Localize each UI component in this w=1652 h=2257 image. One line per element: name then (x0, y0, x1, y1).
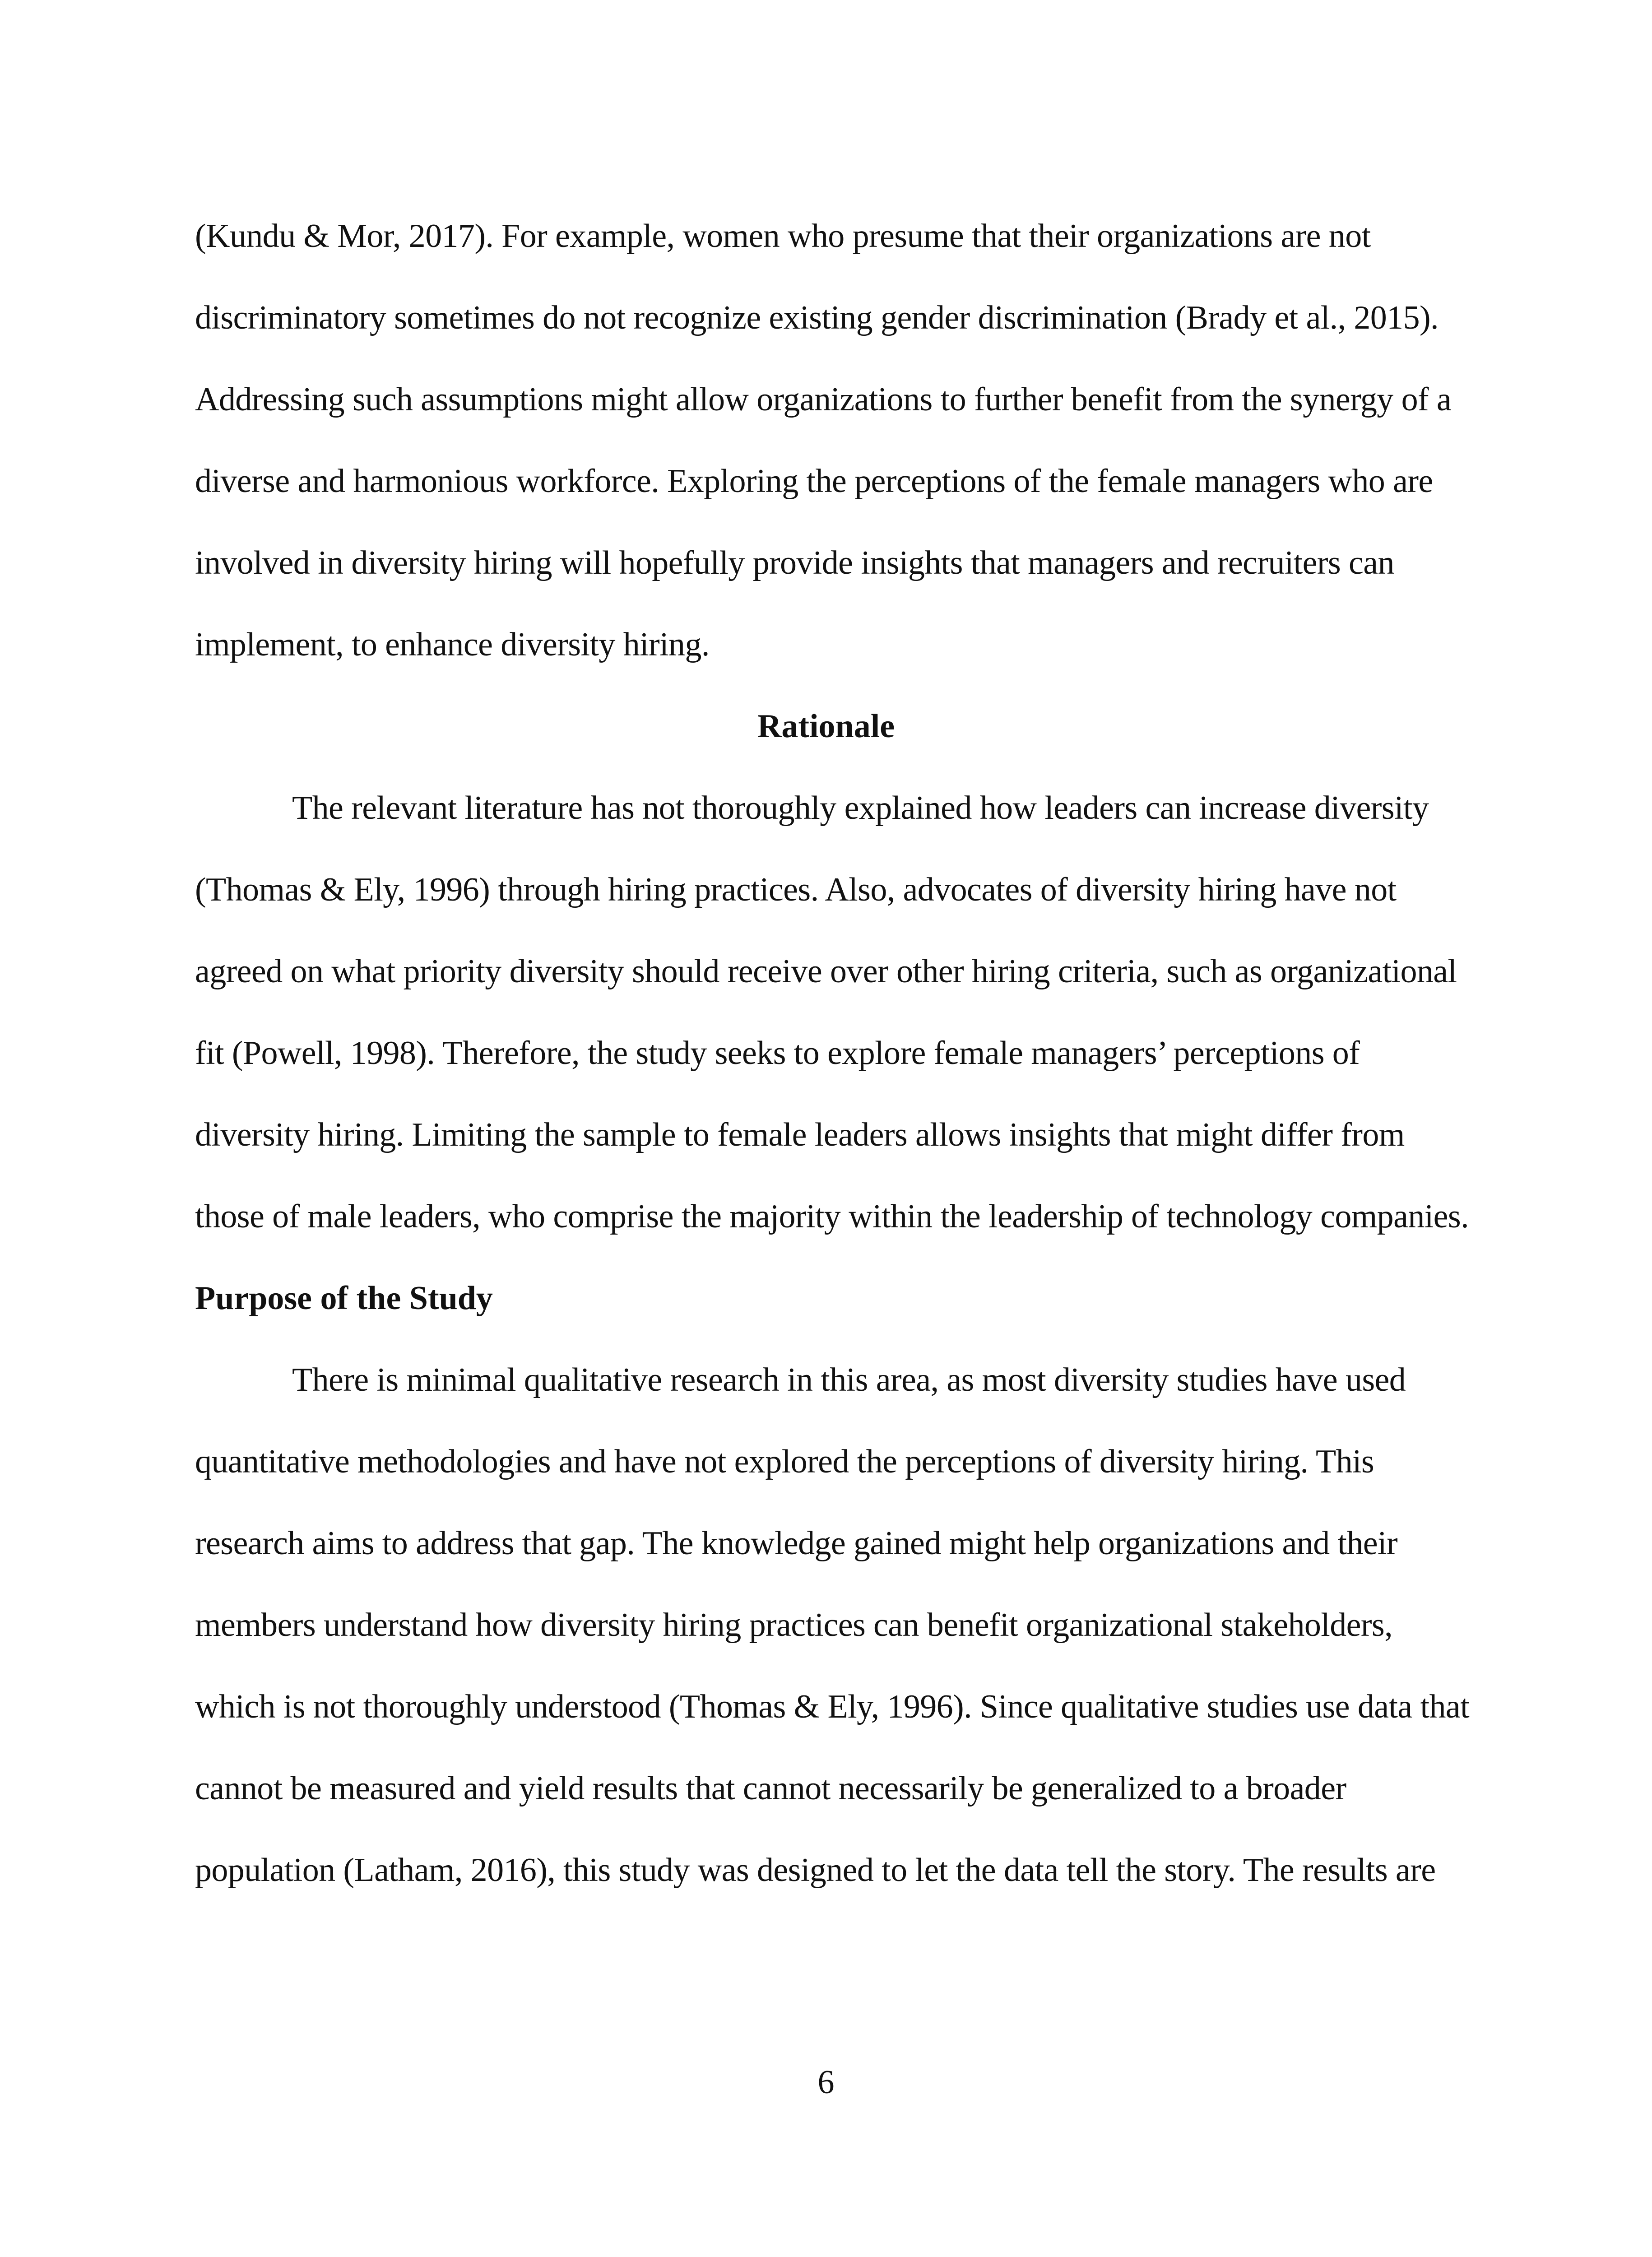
text-line: agreed on what priority diversity should receive over other hiring criteria, such as organizational (195, 953, 1457, 990)
section-heading-purpose: Purpose of the Study (195, 1280, 493, 1317)
text-line: (Thomas & Ely, 1996) through hiring practices. Also, advocates of diversity hiring have not (195, 871, 1397, 908)
page-number: 6 (817, 2064, 835, 2101)
text-line: The relevant literature has not thoroughly explained how leaders can increase diversity (292, 789, 1429, 827)
text-line: research aims to address that gap. The knowledge gained might help organizations and their (195, 1525, 1398, 1562)
text-line: quantitative methodologies and have not explored the perceptions of diversity hiring. This (195, 1443, 1374, 1480)
text-line: diverse and harmonious workforce. Exploring the perceptions of the female managers who are (195, 463, 1433, 500)
section-heading-rationale: Rationale (757, 708, 895, 745)
text-line: cannot be measured and yield results that cannot necessarily be generalized to a broader (195, 1770, 1346, 1807)
text-line: fit (Powell, 1998). Therefore, the study seeks to explore female managers’ perceptions of (195, 1035, 1360, 1072)
text-line: which is not thoroughly understood (Thomas & Ely, 1996). Since qualitative studies use data that (195, 1688, 1470, 1725)
text-line: implement, to enhance diversity hiring. (195, 626, 710, 663)
text-line: population (Latham, 2016), this study was designed to let the data tell the story. The results are (195, 1852, 1436, 1889)
text-line: There is minimal qualitative research in this area, as most diversity studies have used (292, 1361, 1406, 1398)
text-line: involved in diversity hiring will hopefully provide insights that managers and recruiters can (195, 544, 1394, 581)
text-line: those of male leaders, who comprise the majority within the leadership of technology companies. (195, 1198, 1469, 1235)
text-line: diversity hiring. Limiting the sample to female leaders allows insights that might differ from (195, 1116, 1405, 1153)
text-line: Addressing such assumptions might allow organizations to further benefit from the synergy of a (195, 381, 1452, 418)
text-line: discriminatory sometimes do not recognize existing gender discrimination (Brady et al., 2015). (195, 299, 1439, 336)
text-line: (Kundu & Mor, 2017). For example, women who presume that their organizations are not (195, 218, 1371, 255)
text-line: members understand how diversity hiring practices can benefit organizational stakeholders, (195, 1607, 1392, 1644)
